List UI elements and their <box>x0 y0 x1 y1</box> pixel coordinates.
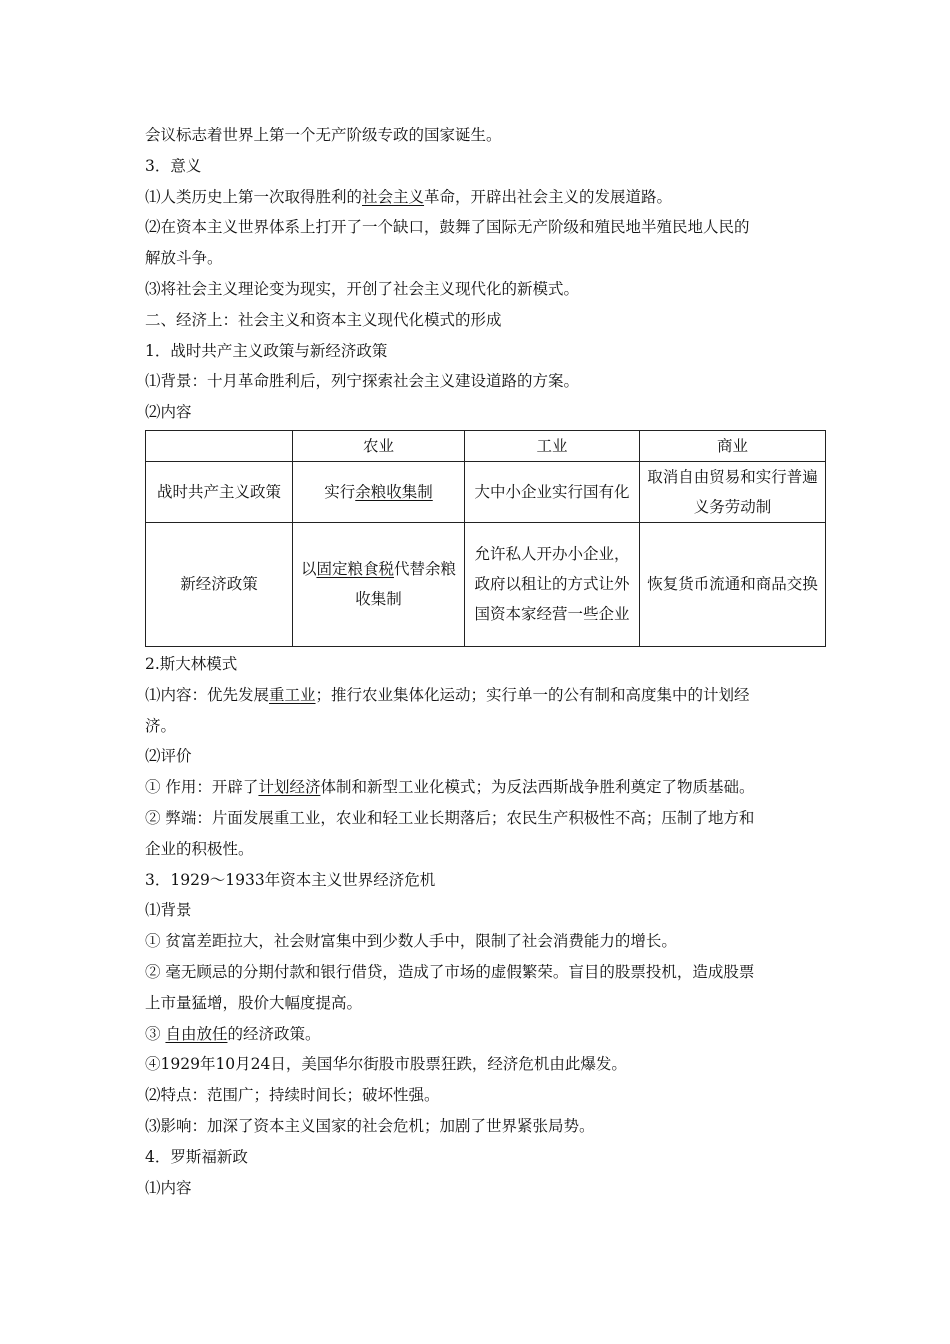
table-cell: 新经济政策 <box>146 522 293 646</box>
text: 的经济政策。 <box>227 1024 321 1043</box>
paragraph: ⑴背景：十月革命胜利后，列宁探索社会主义建设道路的方案。 <box>145 372 580 391</box>
table-cell: 战时共产主义政策 <box>146 461 293 522</box>
text: 革命，开辟出社会主义的发展道路。 <box>424 187 673 206</box>
paragraph: ⑴内容 <box>145 1178 192 1197</box>
paragraph: ⑵内容 <box>145 403 192 422</box>
paragraph: 会议标志着世界上第一个无产阶级专政的国家诞生。 <box>145 126 502 144</box>
part-heading: 二、经济上：社会主义和资本主义现代化模式的形成 <box>145 310 502 329</box>
table-cell <box>293 522 465 646</box>
underlined-term: 余粮收集制 <box>355 482 433 501</box>
text: 以 <box>300 560 317 579</box>
paragraph <box>145 1019 825 1050</box>
paragraph: 济。 <box>145 716 177 735</box>
section-heading: 3．意义 <box>145 156 202 175</box>
text: ③ <box>145 1024 166 1043</box>
paragraph <box>145 182 825 213</box>
text: 实行 <box>324 482 356 501</box>
paragraph: ⑶将社会主义理论变为现实，开创了社会主义现代化的新模式。 <box>145 279 580 298</box>
paragraph: ② 弊端：片面发展重工业，农业和轻工业长期落后；农民生产积极性不高；压制了地方和 <box>145 808 755 827</box>
text: ⑴内容：优先发展 <box>145 685 270 704</box>
policy-table <box>145 430 826 647</box>
paragraph: 企业的积极性。 <box>145 839 254 858</box>
paragraph: ① 贫富差距拉大，社会财富集中到少数人手中，限制了社会消费能力的增长。 <box>145 932 677 951</box>
section-heading: 2.斯大林模式 <box>145 654 238 673</box>
table-cell <box>293 461 465 522</box>
text: 体制和新型工业化模式；为反法西斯战争胜利奠定了物质基础。 <box>320 778 755 797</box>
table-cell: 恢复货币流通和商品交换 <box>640 522 826 646</box>
table-cell: 大中小企业实行国有化 <box>465 461 640 522</box>
text: 代替余粮收集制 <box>355 560 457 609</box>
table-cell: 允许私人开办小企业，政府以租让的方式让外国资本家经营一些企业 <box>465 522 640 646</box>
paragraph <box>145 772 825 803</box>
paragraph: 解放斗争。 <box>145 249 223 268</box>
document-body <box>145 120 825 1203</box>
section-heading: 4．罗斯福新政 <box>145 1147 248 1166</box>
paragraph <box>145 680 825 711</box>
paragraph: ⑵特点：范围广；持续时间长；破坏性强。 <box>145 1086 440 1105</box>
table-header-cell: 商业 <box>640 430 826 461</box>
paragraph: ⑵在资本主义世界体系上打开了一个缺口，鼓舞了国际无产阶级和殖民地半殖民地人民的 <box>145 218 750 237</box>
paragraph: ⑵评价 <box>145 747 192 766</box>
underlined-term: 社会主义 <box>362 187 425 206</box>
table-header-cell: 工业 <box>465 430 640 461</box>
text: ⑴人类历史上第一次取得胜利的 <box>145 187 363 206</box>
underlined-term: 自由放任 <box>165 1024 228 1043</box>
text: ；推行农业集体化运动；实行单一的公有制和高度集中的计划经 <box>315 685 750 704</box>
table-header-row <box>146 430 826 461</box>
table-row <box>146 461 826 522</box>
section-heading: 3．1929～1933年资本主义世界经济危机 <box>145 870 436 889</box>
paragraph: 上市量猛增，股价大幅度提高。 <box>145 993 363 1012</box>
table-row <box>146 522 826 646</box>
paragraph: ② 毫无顾忌的分期付款和银行借贷，造成了市场的虚假繁荣。盲目的股票投机，造成股票 <box>145 962 755 981</box>
section-heading: 1．战时共产主义政策与新经济政策 <box>145 341 388 360</box>
table-header-cell <box>146 430 293 461</box>
paragraph: ④1929年10月24日，美国华尔街股市股票狂跌，经济危机由此爆发。 <box>145 1055 627 1074</box>
underlined-term: 重工业 <box>269 685 316 704</box>
underlined-term: 固定粮食税 <box>316 560 394 579</box>
paragraph: ⑴背景 <box>145 901 192 920</box>
paragraph: ⑶影响：加深了资本主义国家的社会危机；加剧了世界紧张局势。 <box>145 1116 595 1135</box>
text: ① 作用：开辟了 <box>145 778 259 797</box>
table-cell: 取消自由贸易和实行普遍义务劳动制 <box>640 461 826 522</box>
underlined-term: 计划经济 <box>258 778 321 797</box>
table-header-cell: 农业 <box>293 430 465 461</box>
